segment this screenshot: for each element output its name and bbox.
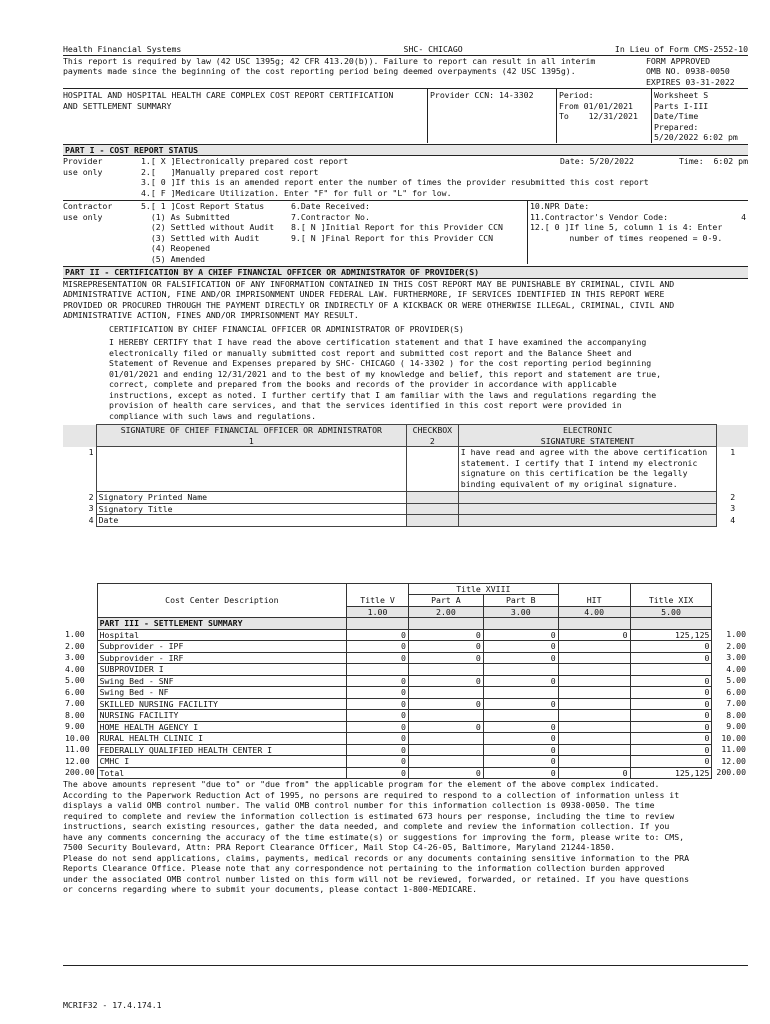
line-number: 1.00: [726, 629, 746, 639]
line-number: 12.00: [65, 755, 90, 766]
settlement-row: [63, 721, 748, 733]
esig-line: binding equivalent of my original signature.: [460, 478, 678, 489]
settlement-value: [347, 664, 409, 676]
settlement-value: 0: [408, 641, 483, 653]
pra-line: According to the Paperwork Reduction Act of 1995, no persons are required to respond to a collection of information unless it: [63, 789, 680, 800]
settlement-value: 0: [630, 675, 712, 687]
settlement-row: [63, 675, 748, 687]
cert-line: I HEREBY CERTIFY that I have read the above certification statement and that I have examined the accompanying: [109, 337, 647, 347]
settlement-value: 0: [347, 710, 409, 722]
provider-use-label: Provider: [63, 156, 103, 166]
signatory-name-label: Signatory Printed Name: [96, 492, 406, 504]
signature-date-label: Date: [96, 515, 406, 527]
line-number: 8.00: [65, 709, 85, 720]
form-footer-code: MCRIF32 - 17.4.174.1: [63, 1000, 162, 1010]
pra-line: required to complete and review the information collection is estimated 673 hours per response, including the time to review: [63, 810, 675, 821]
settlement-value: 0: [483, 652, 558, 664]
settlement-row: [63, 664, 748, 676]
settlement-value: [558, 710, 630, 722]
settlement-value: 0: [347, 767, 409, 779]
line-number: 200.00: [716, 767, 746, 777]
certification-body: [109, 337, 748, 421]
contractor-item: 7.Contractor No.: [291, 211, 370, 222]
esig-head: SIGNATURE STATEMENT: [540, 435, 635, 446]
line-number: 7.00: [726, 698, 746, 708]
pra-line: have any comments concerning the accuracy of the time estimate(s) or suggestions for improving the form, please write to: CMS,: [63, 831, 685, 842]
settlement-row: [63, 687, 748, 699]
line-number: 4.00: [726, 663, 746, 674]
cost-center-name: Hospital: [97, 629, 347, 641]
settlement-value: 0: [483, 721, 558, 733]
row-number: 1: [88, 446, 94, 457]
cert-line: 01/01/2021 and ending 12/31/2021 and to the best of my knowledge and belief, this report and statement are true,: [109, 368, 662, 379]
warning-line: PROVIDED OR PROCURED THROUGH THE PAYMENT DIRECTLY OR INDIRECTLY OF A KICKBACK OR WERE OTHERWISE ILLEGAL, CRIMINAL, CIVIL AND: [63, 299, 675, 310]
warning-line: ADMINISTRATIVE ACTION, FINE AND/OR IMPRISONMENT UNDER FEDERAL LAW. FURTHERMORE, IF SERVICES IDENTIFIED IN THIS REPORT WERE: [63, 289, 665, 299]
contractor-item: (3) Settled with Audit: [141, 232, 260, 243]
row-number: 1: [730, 446, 736, 457]
prepared-date: Date: 5/20/2022: [560, 156, 634, 166]
line-number: 10.00: [721, 732, 746, 743]
org-name: Health Financial Systems: [63, 44, 182, 54]
cost-center-name: SKILLED NURSING FACILITY: [97, 698, 347, 710]
col-num: 3.00: [483, 606, 558, 618]
worksheet-id: Worksheet S: [654, 90, 709, 100]
contractor-item: 10.NPR Date:: [530, 201, 590, 211]
cost-center-name: Total: [97, 767, 347, 779]
cost-center-name: HOME HEALTH AGENCY I: [97, 721, 347, 733]
cost-center-name: Swing Bed - NF: [97, 687, 347, 699]
contractor-item: 5.[ 1 ]Cost Report Status: [141, 201, 265, 211]
settlement-value: 0: [483, 675, 558, 687]
settlement-value: [408, 733, 483, 745]
period-label: Period:: [559, 90, 594, 100]
line-number: 3.00: [65, 652, 85, 662]
col-num: 1.00: [347, 606, 409, 618]
contractor-item: 8.[ N ]Initial Report for this Provider CCN: [291, 222, 503, 232]
settlement-value: [483, 710, 558, 722]
line-number: 9.00: [726, 721, 746, 731]
report-title: HOSPITAL AND HOSPITAL HEALTH CARE COMPLEX COST REPORT CERTIFICATION: [63, 90, 394, 100]
settlement-rows: [63, 629, 748, 779]
line-number: 11.00: [65, 744, 90, 754]
settlement-value: 0: [558, 767, 630, 779]
settlement-value: [558, 756, 630, 768]
settlement-value: 0: [630, 652, 712, 664]
amount-note: The above amounts represent "due to" or "due from" the applicable program for the element of the above complex indicated.: [63, 779, 660, 789]
settlement-value: 0: [483, 767, 558, 779]
settlement-value: 0: [630, 641, 712, 653]
settlement-value: 0: [483, 744, 558, 756]
cert-line: provision of health care services, and that the services identified in this cost report were provided in: [109, 400, 622, 410]
settlement-row: [63, 629, 748, 641]
part1-title: PART I - COST REPORT STATUS: [63, 144, 748, 156]
status-item: 4.[ F ]Medicare Utilization. Enter "F" for full or "L" for low.: [141, 187, 452, 198]
cost-report-page: [63, 44, 748, 966]
settlement-value: 0: [347, 687, 409, 699]
signature-row: [63, 447, 748, 492]
settlement-value: [558, 733, 630, 745]
settlement-value: 0: [630, 721, 712, 733]
prepared-time: Time: 6:02 pm: [678, 156, 748, 166]
line-number: 1.00: [65, 629, 85, 639]
row-number: 3: [730, 503, 736, 513]
pra-line: Please do not send applications, claims, payments, medical records or any documents containing sensitive information to the PRA: [63, 852, 690, 863]
signature-field[interactable]: [96, 447, 406, 492]
settlement-value: 0: [347, 698, 409, 710]
cert-line: instructions, except as noted. I further certify that I am familiar with the laws and regulations regarding the: [109, 389, 657, 400]
col-head-part-a: Part A: [408, 595, 483, 607]
provider-use-label: use only: [63, 166, 103, 177]
warning-line: MISREPRESENTATION OR FALSIFICATION OF ANY INFORMATION CONTAINED IN THIS COST REPORT MAY BE PUNISHABLE BY CRIMINAL, CIVIL AND: [63, 278, 675, 289]
row-number: 4: [730, 514, 736, 525]
settlement-value: 0: [483, 629, 558, 641]
settlement-value: [483, 687, 558, 699]
cost-center-name: SUBPROVIDER I: [97, 664, 347, 676]
form-reference: In Lieu of Form CMS-2552-10: [614, 44, 748, 54]
part1-provider-block: [63, 155, 748, 198]
form-approved: FORM APPROVED: [646, 55, 711, 66]
cost-center-name: Subprovider - IPF: [97, 641, 347, 653]
settlement-value: [558, 664, 630, 676]
settlement-value: 0: [630, 710, 712, 722]
settlement-value: 0: [408, 675, 483, 687]
line-number: 7.00: [65, 698, 85, 708]
line-number: 5.00: [65, 675, 85, 685]
contractor-item: (5) Amended: [141, 253, 206, 264]
settlement-value: 0: [408, 721, 483, 733]
top-header: [63, 44, 748, 55]
settlement-value: [408, 687, 483, 699]
cert-line: correct, complete and prepared from the books and records of the provider in accordance with applicable: [109, 379, 617, 389]
line-number: 200.00: [65, 767, 95, 777]
vendor-code: 4: [741, 211, 746, 222]
checkbox-num: 2: [429, 435, 435, 446]
provider-ccn: Provider CCN: 14-3302: [428, 89, 557, 143]
settlement-value: 0: [408, 767, 483, 779]
settlement-value: 0: [408, 652, 483, 664]
settlement-value: 0: [630, 756, 712, 768]
settlement-value: [408, 756, 483, 768]
settlement-value: 0: [347, 641, 409, 653]
law-notice-block: [63, 55, 748, 88]
part2-title: PART II - CERTIFICATION BY A CHIEF FINANCIAL OFFICER OR ADMINISTRATOR OF PROVIDER(S): [63, 266, 748, 278]
prepared-value: 5/20/2022 6:02 pm: [654, 132, 738, 142]
contractor-use-label: Contractor: [63, 201, 113, 211]
settlement-value: 0: [347, 756, 409, 768]
row-number: 3: [88, 503, 94, 513]
pra-line: instructions, search existing resources, gather the data needed, and complete and review the information collection. If you: [63, 821, 670, 831]
settlement-value: [558, 675, 630, 687]
pra-notice: [63, 790, 748, 895]
cost-center-head: Cost Center Description: [97, 583, 347, 618]
signatory-name-row: [63, 492, 748, 504]
line-number: 10.00: [65, 732, 90, 743]
pra-line: Reports Clearance Office. Please note that any correspondence not pertaining to the information collection burden approved: [63, 863, 665, 873]
pra-line: or concerns regarding where to submit your documents, please contact 1-800-MEDICARE.: [63, 884, 478, 894]
settlement-row: [63, 744, 748, 756]
part2-warning: [63, 278, 748, 321]
warning-line: ADMINISTRATIVE ACTION, FINES AND/OR IMPRISONMENT MAY RESULT.: [63, 310, 359, 320]
contractor-item: 6.Date Received:: [291, 201, 370, 211]
col-num: 5.00: [630, 606, 712, 618]
provider-name: SHC- CHICAGO: [403, 44, 463, 54]
settlement-table: [63, 583, 748, 780]
bottom-rule: [63, 965, 748, 966]
contractor-item: 11.Contractor's Vendor Code:: [530, 211, 669, 222]
period-to: To 12/31/2021: [559, 111, 638, 121]
settlement-value: [558, 721, 630, 733]
line-number: 2.00: [65, 640, 85, 651]
settlement-value: 0: [558, 629, 630, 641]
col-head-part-b: Part B: [483, 595, 558, 607]
contractor-item: 9.[ N ]Final Report for this Provider CCN: [291, 232, 494, 243]
contractor-item: number of times reopened = 0-9.: [530, 232, 723, 243]
omb-number: OMB NO. 0938-0050: [646, 66, 730, 76]
report-title-row: [63, 88, 748, 143]
law-notice-line: payments made since the beginning of the cost reporting period being deemed overpayments (42 USC 1395g).: [63, 66, 576, 76]
col-num: 4.00: [558, 606, 630, 618]
sig-col-head: SIGNATURE OF CHIEF FINANCIAL OFFICER OR ADMINISTRATOR: [120, 425, 382, 435]
settlement-value: 125,125: [630, 767, 712, 779]
contractor-item: (4) Reopened: [141, 243, 211, 253]
period-from: From 01/01/2021: [559, 100, 633, 111]
cost-center-name: NURSING FACILITY: [97, 710, 347, 722]
settlement-value: 0: [483, 641, 558, 653]
esig-line: statement. I certify that I intend my electronic: [460, 457, 698, 468]
pra-line: 7500 Security Boulevard, Attn: PRA Report Clearance Officer, Mail Stop C4-26-05, Baltimore, Maryland 21244-1850.: [63, 842, 616, 852]
expiration-date: EXPIRES 03-31-2022: [646, 76, 735, 87]
line-number: 4.00: [65, 663, 85, 674]
settlement-value: [483, 664, 558, 676]
col-head-hit: HIT: [558, 583, 630, 606]
prepared-label: Date/Time Prepared:: [654, 111, 699, 132]
settlement-row: [63, 733, 748, 745]
settlement-value: 0: [408, 698, 483, 710]
cost-center-name: RURAL HEALTH CLINIC I: [97, 733, 347, 745]
col-head-title-v: Title V: [347, 583, 409, 606]
line-number: 5.00: [726, 675, 746, 685]
settlement-value: [558, 652, 630, 664]
settlement-value: 0: [483, 698, 558, 710]
signature-table: [63, 424, 748, 527]
settlement-value: [408, 710, 483, 722]
line-number: 3.00: [726, 652, 746, 662]
settlement-value: 0: [630, 687, 712, 699]
settlement-row: [63, 652, 748, 664]
settlement-value: 0: [483, 733, 558, 745]
settlement-value: 0: [630, 698, 712, 710]
pra-line: under the associated OMB control number listed on this form will not be reviewed, forwarded, or retained. If you have questions: [63, 873, 690, 884]
settlement-value: [558, 641, 630, 653]
row-number: 4: [88, 514, 94, 525]
row-number: 2: [730, 491, 736, 502]
contractor-item: 12.[ 0 ]If line 5, column 1 is 4: Enter: [530, 222, 723, 232]
cert-line: compliance with such laws and regulations.: [109, 410, 317, 421]
settlement-value: 0: [347, 675, 409, 687]
status-item: 2.[ ]Manually prepared cost report: [141, 166, 319, 177]
report-title: AND SETTLEMENT SUMMARY: [63, 100, 172, 111]
settlement-value: [558, 698, 630, 710]
settlement-value: 0: [408, 629, 483, 641]
line-number: 8.00: [726, 709, 746, 720]
settlement-value: 0: [347, 652, 409, 664]
cert-line: electronically filed or manually submitted cost report and submitted cost report and the Balance Sheet and: [109, 347, 632, 358]
settlement-value: 0: [483, 756, 558, 768]
settlement-row: [63, 641, 748, 653]
col-head-title-xix: Title XIX: [630, 583, 712, 606]
settlement-value: 125,125: [630, 629, 712, 641]
settlement-value: [408, 744, 483, 756]
settlement-row: [63, 710, 748, 722]
esig-line: I have read and agree with the above certification: [460, 447, 708, 457]
settlement-row: [63, 767, 748, 779]
settlement-value: [408, 664, 483, 676]
settlement-value: 0: [630, 744, 712, 756]
worksheet-parts: Parts I-III: [654, 100, 709, 111]
contractor-item: (1) As Submitted: [141, 211, 230, 222]
sig-col-num: 1: [248, 435, 254, 446]
part3-title: PART III - SETTLEMENT SUMMARY: [97, 618, 347, 630]
checkbox-head: CHECKBOX: [412, 425, 453, 435]
row-number: 2: [88, 491, 94, 502]
status-item: 1.[ X ]Electronically prepared cost report: [141, 156, 349, 166]
signature-checkbox[interactable]: [407, 447, 459, 492]
signatory-title-label: Signatory Title: [96, 503, 406, 515]
settlement-row: [63, 756, 748, 768]
line-number: 9.00: [65, 721, 85, 731]
settlement-value: 0: [347, 733, 409, 745]
status-item: 3.[ 0 ]If this is an amended report enter the number of times the provider resubmitted this cost report: [141, 177, 649, 187]
cost-center-name: FEDERALLY QUALIFIED HEALTH CENTER I: [97, 744, 347, 756]
contractor-use-label: use only: [63, 211, 103, 222]
settlement-value: [558, 744, 630, 756]
law-notice-line: This report is required by law (42 USC 1395g; 42 CFR 413.20(b)). Failure to report can result in all interim: [63, 55, 596, 66]
col-head-title-xviii: Title XVIII: [408, 583, 558, 595]
esig-line: signature on this certification be the legally: [460, 468, 688, 478]
pra-line: displays a valid OMB control number. The valid OMB control number for this information collection is 0938-0050. The time: [63, 800, 655, 810]
signature-date-row: [63, 515, 748, 527]
cost-center-name: CMHC I: [97, 756, 347, 768]
part1-contractor-block: [63, 200, 748, 264]
line-number: 6.00: [726, 686, 746, 697]
certification-heading: CERTIFICATION BY CHIEF FINANCIAL OFFICER OR ADMINISTRATOR OF PROVIDER(S): [109, 323, 464, 334]
settlement-value: 0: [347, 744, 409, 756]
cert-line: Statement of Revenue and Expenses prepared by SHC- CHICAGO ( 14-3302 ) for the cost reporting period beginning: [109, 358, 652, 368]
esig-head: ELECTRONIC: [562, 425, 613, 435]
line-number: 11.00: [721, 744, 746, 754]
col-num: 2.00: [408, 606, 483, 618]
settlement-row: [63, 698, 748, 710]
line-number: 6.00: [65, 686, 85, 697]
settlement-value: 0: [347, 629, 409, 641]
contractor-item: (2) Settled without Audit: [141, 222, 275, 232]
settlement-value: [558, 687, 630, 699]
cost-center-name: Swing Bed - SNF: [97, 675, 347, 687]
line-number: 2.00: [726, 640, 746, 651]
cost-center-name: Subprovider - IRF: [97, 652, 347, 664]
settlement-value: 0: [630, 733, 712, 745]
settlement-value: 0: [347, 721, 409, 733]
settlement-value: [630, 664, 712, 676]
line-number: 12.00: [721, 755, 746, 766]
signatory-title-row: [63, 503, 748, 515]
